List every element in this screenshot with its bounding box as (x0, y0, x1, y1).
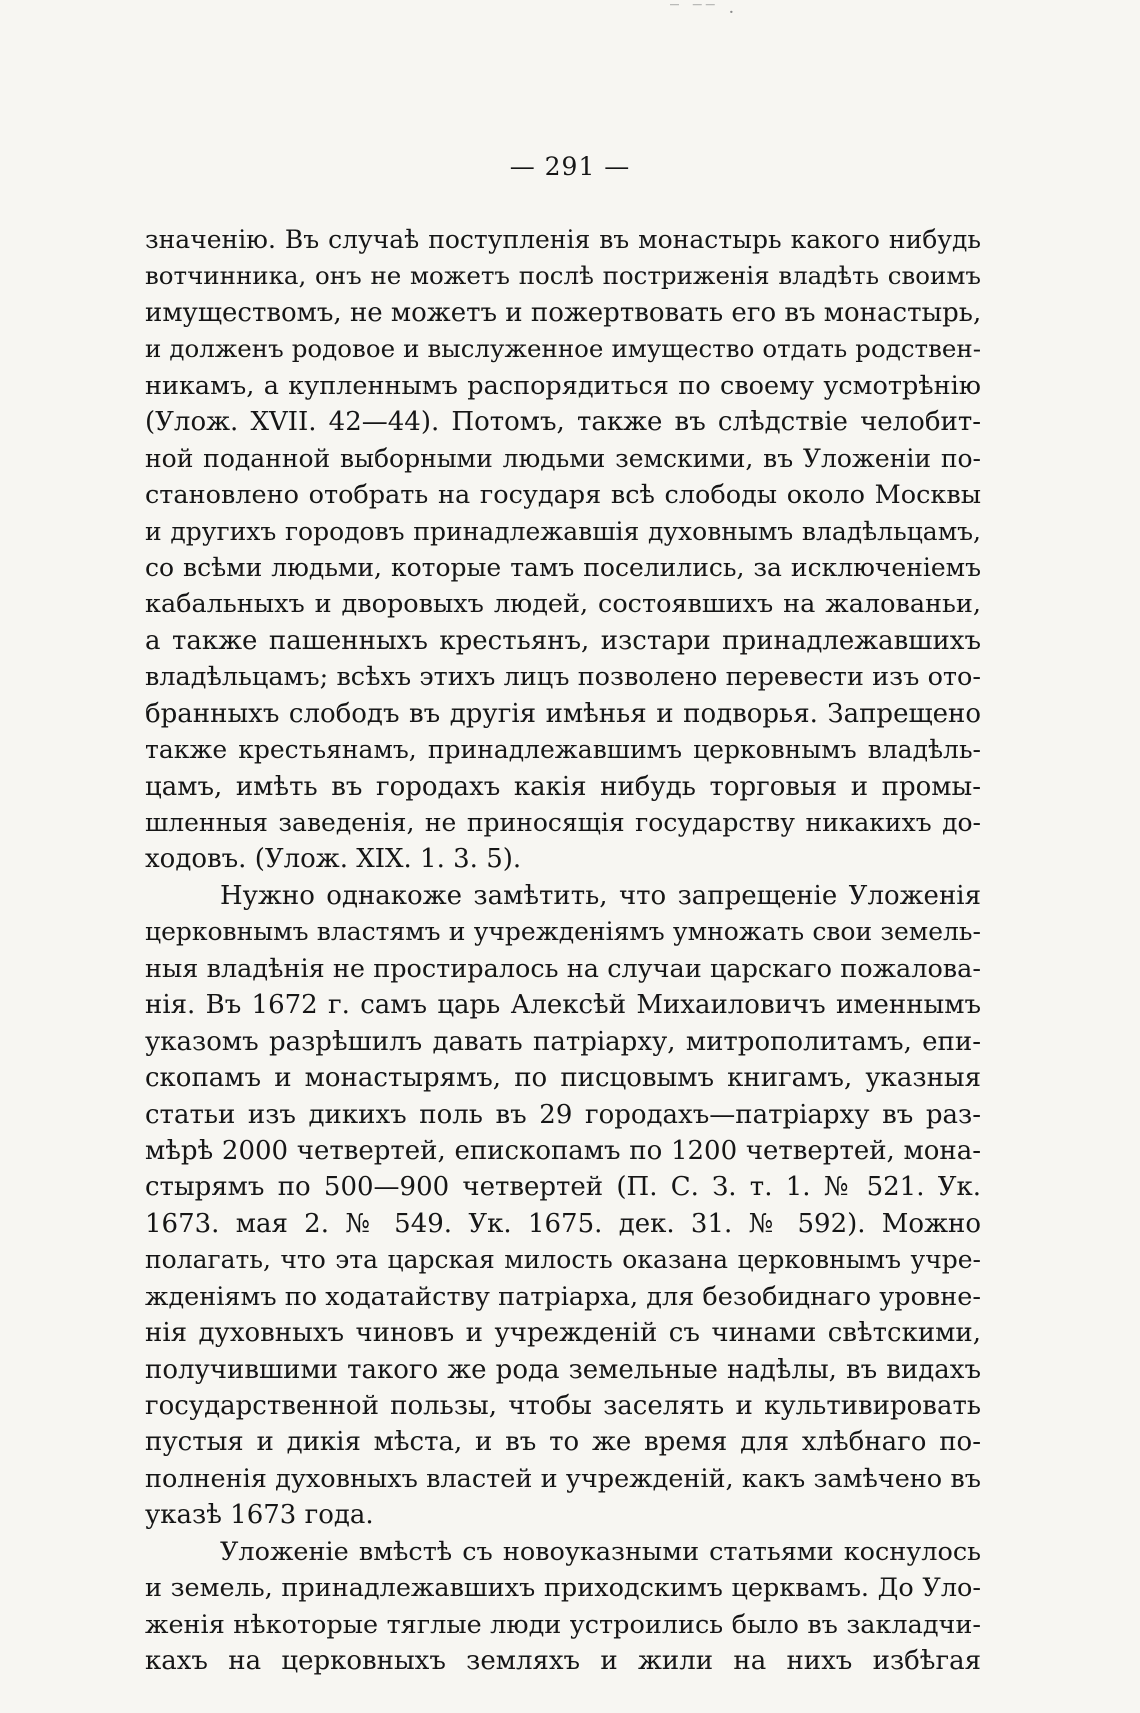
text-line: а также пашенныхъ крестьянъ, изстари принадлежавшихъ (145, 625, 981, 656)
text-line: нія. Въ 1672 г. самъ царь Алексѣй Михаиловичъ именнымъ (145, 990, 981, 1021)
text-line: владѣльцамъ; всѣхъ этихъ лицъ позволено перевести изъ ото- (145, 662, 981, 693)
text-line: полненія духовныхъ властей и учрежденій, какъ замѣчено въ (145, 1463, 981, 1494)
text-line: имуществомъ, не можетъ и пожертвовать его въ монастырь, (145, 297, 982, 328)
text-line: цамъ, имѣть въ городахъ какія нибудь торговыя и промы- (145, 771, 981, 802)
text-line: и другихъ городовъ принадлежавшія духовнымъ владѣльцамъ, (145, 516, 981, 546)
paragraph (145, 222, 981, 878)
text-line: также крестьянамъ, принадлежавшимъ церковнымъ владѣль- (145, 735, 981, 765)
text-line: полагать, что эта царская милость оказана церковнымъ учре- (145, 1245, 981, 1275)
text-line: церковнымъ властямъ и учрежденіямъ умножать свои земель- (145, 917, 981, 947)
text-line: и долженъ родовое и выслуженное имущество отдать родствен- (145, 334, 981, 364)
paragraph (145, 878, 981, 1534)
body-text (145, 222, 981, 1680)
text-line: кабальныхъ и дворовыхъ людей, состоявшихъ на жалованьи, (145, 589, 981, 620)
text-line: жденіямъ по ходатайству патріарха, для безобиднаго уровне- (145, 1281, 981, 1312)
text-line: ныя владѣнія не простиралось на случаи царскаго пожалова- (145, 953, 981, 984)
text-line: становлено отобрать на государя всѣ слободы около Москвы (145, 480, 981, 511)
text-line: статьи изъ дикихъ поль въ 29 городахъ—патріарху въ раз- (145, 1099, 981, 1130)
text-line: Нужно однакоже замѣтить, что запрещеніе Уложенія (220, 880, 981, 911)
text-line: бранныхъ слободъ въ другія имѣнья и подворья. Запрещено (145, 698, 981, 729)
text-line: указѣ 1673 года. (145, 1500, 374, 1531)
text-line: вотчинника, онъ не можетъ послѣ постриженія владѣть своимъ (145, 261, 981, 291)
text-line: пустыя и дикія мѣста, и въ то же время для хлѣбнаго по- (145, 1427, 981, 1458)
text-line: скопамъ и монастырямъ, по писцовымъ книгамъ, указныя (145, 1063, 981, 1094)
scan-mark: ‾ ‾‾ · (670, 2, 739, 23)
text-line: никамъ, а купленнымъ распорядиться по своему усмотрѣнію (145, 370, 981, 401)
text-line: значенію. Въ случаѣ поступленія въ монастырь какого нибудь (145, 225, 981, 254)
text-line: кахъ на церковныхъ земляхъ и жили на нихъ избѣгая (145, 1646, 981, 1677)
paragraph (145, 1534, 981, 1680)
text-line: ной поданной выборными людьми земскими, въ Уложеніи по- (145, 443, 981, 473)
text-line: 1673. мая 2. № 549. Ук. 1675. дек. 31. № 592). Можно (145, 1208, 981, 1239)
text-line: ходовъ. (Улож. XIX. 1. 3. 5). (145, 844, 522, 875)
text-line: и земель, принадлежавшихъ приходскимъ церквамъ. До Уло- (145, 1573, 981, 1604)
text-line: шленныя заведенія, не приносящія государству никакихъ до- (145, 808, 981, 837)
text-line: получившими такого же рода земельные надѣлы, въ видахъ (145, 1354, 981, 1385)
page-number: — 291 — (509, 152, 631, 181)
text-line: мѣрѣ 2000 четвертей, епископамъ по 1200 четвертей, мона- (145, 1135, 981, 1166)
text-line: (Улож. XVII. 42—44). Потомъ, также въ слѣдствіе челобит- (145, 407, 981, 438)
text-line: стырямъ по 500—900 четвертей (П. С. З. т. 1. № 521. Ук. (145, 1172, 981, 1203)
text-line: указомъ разрѣшилъ давать патріарху, митрополитамъ, епи- (145, 1026, 981, 1057)
text-line: Уложеніе вмѣстѣ съ новоуказными статьями коснулось (220, 1536, 981, 1567)
text-line: женія нѣкоторые тяглые люди устроились было въ закладчи- (145, 1609, 981, 1640)
text-line: государственной пользы, чтобы заселять и культивировать (145, 1391, 981, 1421)
text-line: со всѣми людьми, которые тамъ поселились, за исключеніемъ (145, 552, 981, 582)
text-line: нія духовныхъ чиновъ и учрежденій съ чинами свѣтскими, (145, 1318, 981, 1349)
